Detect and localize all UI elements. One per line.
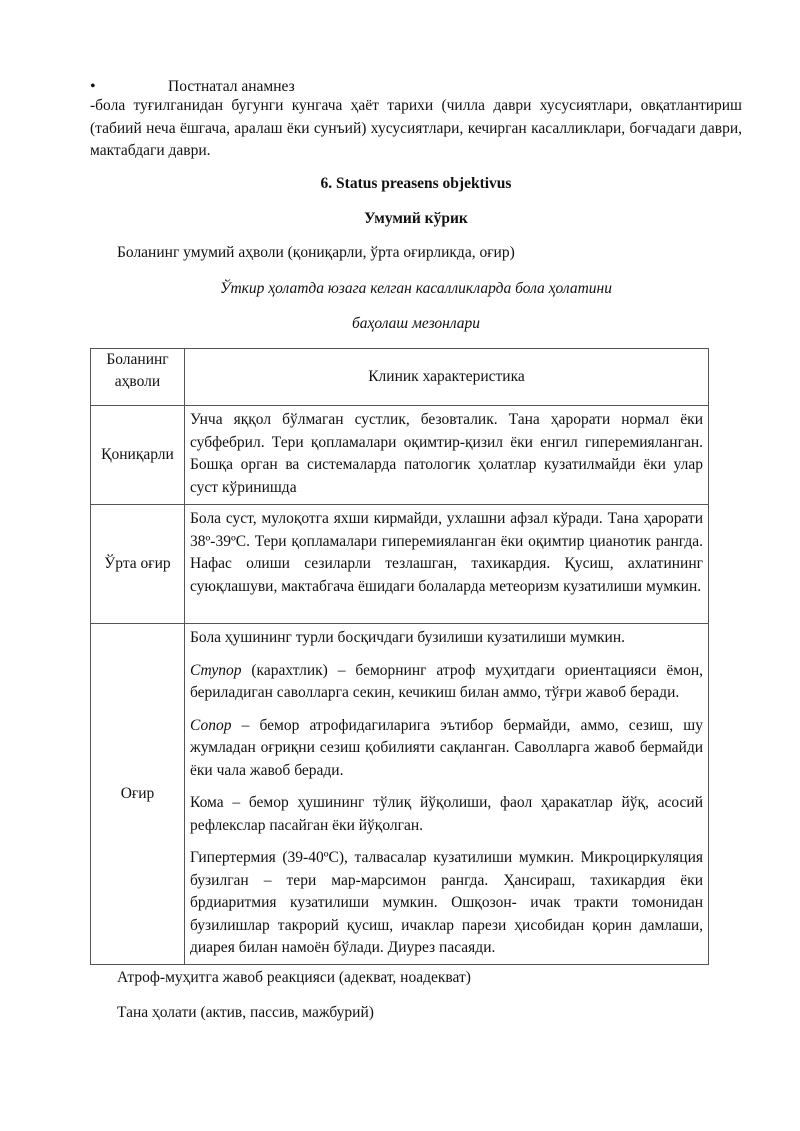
consciousness-paragraph: Бола ҳушининг турли босқичдаги бузилиши кузатилиши мумкин. (190, 629, 625, 646)
characteristic-cell-satisfactory (185, 406, 709, 505)
bullet-marker: • (90, 78, 96, 95)
header-state-line1: Боланинг (106, 351, 169, 368)
sopor-paragraph (190, 715, 703, 783)
table-header-row (91, 349, 709, 406)
subheading: Умумий кўрик (364, 210, 468, 227)
general-state-line: Боланинг умумий аҳволи (қониқарли, ўрта оғирликда, оғир) (117, 244, 515, 261)
table-caption-line2: баҳолаш мезонлари (351, 315, 481, 332)
sopor-text: – бемор атрофидагиларига эътибор бермайди, аммо, сезиш, шу жумладан оғриқни сезиш қобилияти сақланган. Саволларга жавоб бермайди ёки чала жавоб беради. (190, 716, 703, 779)
stupor-text: (карахтлик) – беморнинг атроф муҳитдаги ориентацияси ёмон, бериладиган саволларга секин, кечикиш билан аммо, тўғри жавоб беради. (190, 661, 703, 701)
header-state-line2: аҳволи (114, 373, 161, 390)
table-row (91, 624, 709, 965)
state-cell-severe: Оғир (91, 624, 185, 965)
sopor-term: Сопор (190, 716, 232, 734)
criteria-table (90, 348, 709, 965)
reaction-line: Атроф-муҳитга жавоб реакцияси (адекват, ноадекват) (117, 969, 471, 986)
postnatal-paragraph: -бола туғилганидан бугунги кунгача ҳаёт тарихи (чилла даври хусусиятлари, овқатлантириш (табиий неча ёшгача, аралаш ёки сунъий) хусусиятлари, кечирган касалликлари, боғчадаги даври, мактабдаги даври. (90, 97, 742, 159)
coma-paragraph: Кома – бемор ҳушининг тўлиқ йўқолиши, фаол ҳаракатлар йўқ, асосий рефлекслар пасайган ёки йўқолган. (190, 794, 703, 834)
section-heading: 6. Status preasens objektivus (320, 175, 512, 192)
table-row (91, 406, 709, 505)
stupor-paragraph (190, 660, 703, 705)
table-caption-line1: Ўткир ҳолатда юзага келган касалликларда бола ҳолатини (220, 280, 612, 297)
hyperthermia-paragraph: Гипертермия (39-40ºС), талвасалар кузатилиши мумкин. Микроциркуляция бузилган – тери мар-марсимон рангда. Ҳансираш, тахикардия ёки брдиаритмия кузатилиши мумкин. Ошқозон- ичак тракти томонидан бузилишлар такрорий қусиш, ичаклар парези ҳисобидан қорин дамлаши, диарея билан намоён бўлади. Диурез пасаяди. (190, 849, 703, 956)
characteristic-cell-severe (185, 624, 709, 965)
characteristic-cell-moderate (185, 505, 709, 624)
stupor-term: Ступор (190, 661, 242, 679)
body-position-line: Тана ҳолати (актив, пассив, мажбурий) (117, 1004, 374, 1021)
header-characteristic-cell: Клиник характеристика (185, 349, 709, 406)
state-cell-satisfactory: Қониқарли (91, 406, 185, 505)
characteristic-text: Унча яққол бўлмаган сустлик, безовталик. Тана ҳарорати нормал ёки субфебрил. Тери қопламалари оқимтир-қизил ёки енгил гиперемияланган. Бошқа орган ва системаларда патологик ҳолатлар кузатилмайди ёки улар суст кўринишда (190, 411, 703, 496)
table-row (91, 505, 709, 624)
header-state-cell (91, 349, 185, 406)
bullet-title: Постнатал анамнез (168, 78, 295, 95)
state-cell-moderate: Ўрта оғир (91, 505, 185, 624)
characteristic-text: Бола суст, мулоқотга яхши кирмайди, ухлашни афзал кўради. Тана ҳарорати 38º-39ºС. Тери қопламалари гиперемияланган ёки оқимтир цианотик рангда. Нафас олиши сезиларли тезлашган, тахикардия. Қусиш, ахлатининг суюқлашуви, мактабгача ёшидаги болаларда метеоризм кузатилиши мумкин. (190, 510, 703, 595)
